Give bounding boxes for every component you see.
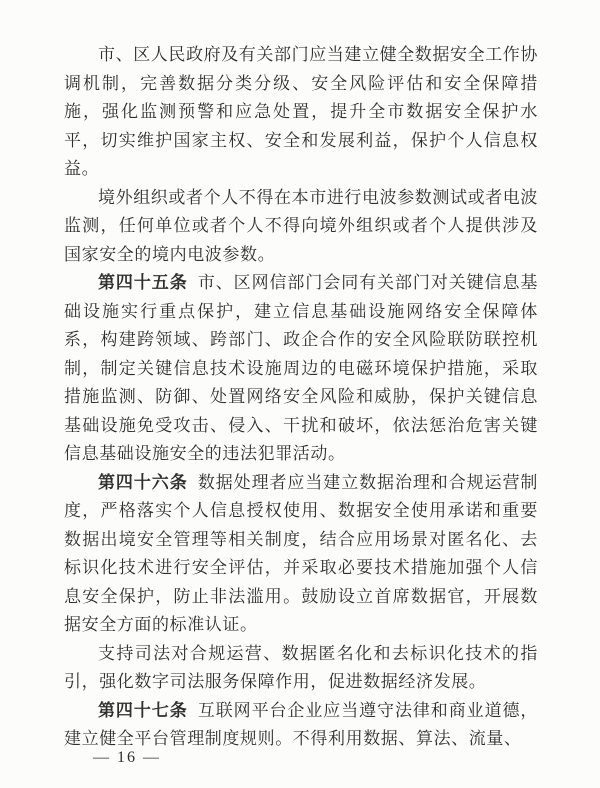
paragraph: [64, 640, 538, 697]
paragraph: [64, 184, 538, 270]
paragraph-text: 市、区网信部门会同有关部门对关键信息基础设施实行重点保护，建立信息基础设施网络安全保障体系，构建跨领域、跨部门、政企合作的安全风险联防联控机制，制定关键信息技术设施周边的电磁环境保护措施，采取措施监测、防御、处置网络安全风险和威胁，保护关键信息基础设施免受攻击、侵入、干扰和破坏，依法惩治危害关键信息基础设施安全的违法犯罪活动。: [64, 273, 539, 463]
paragraph-text: 境外组织或者个人不得在本市进行电波参数测试或者电波监测，任何单位或者个人不得向境外组织或者个人提供涉及国家安全的境内电波参数。: [64, 187, 538, 264]
paragraph: [64, 697, 538, 754]
paragraph-text: 数据处理者应当建立数据治理和合规运营制度，严格落实个人信息授权使用、数据安全使用承诺和重要数据出境安全管理等相关制度，结合应用场景对匿名化、去标识化技术进行安全评估，并采取必要技术措施加强个人信息安全保护，防止非法滥用。鼓励设立首席数据官，开展数据安全方面的标准认证。: [64, 472, 539, 634]
paragraph-text: 支持司法对合规运营、数据匿名化和去标识化技术的指引，强化数字司法服务保障作用，促进数据经济发展。: [64, 643, 538, 691]
paragraph: [64, 469, 538, 640]
paragraph: [64, 41, 538, 184]
article-number: 第四十六条: [98, 472, 188, 492]
article-number: 第四十五条: [98, 273, 188, 292]
paragraph-text: 市、区人民政府及有关部门应当建立健全数据安全工作协调机制，完善数据分类分级、安全风险评估和安全保障措施，强化监测预警和应急处置，提升全市数据安全保护水平，切实维护国家主权、安全和发展利益，保护个人信息权益。: [64, 45, 538, 178]
paragraph: [64, 269, 538, 469]
document-body: [64, 41, 538, 754]
page-number: — 16 —: [93, 749, 161, 766]
article-number: 第四十七条: [98, 700, 188, 720]
paragraph-text: 互联网平台企业应当遵守法律和商业道德，建立健全平台管理制度规则。不得利用数据、算法、流量、: [64, 700, 539, 748]
